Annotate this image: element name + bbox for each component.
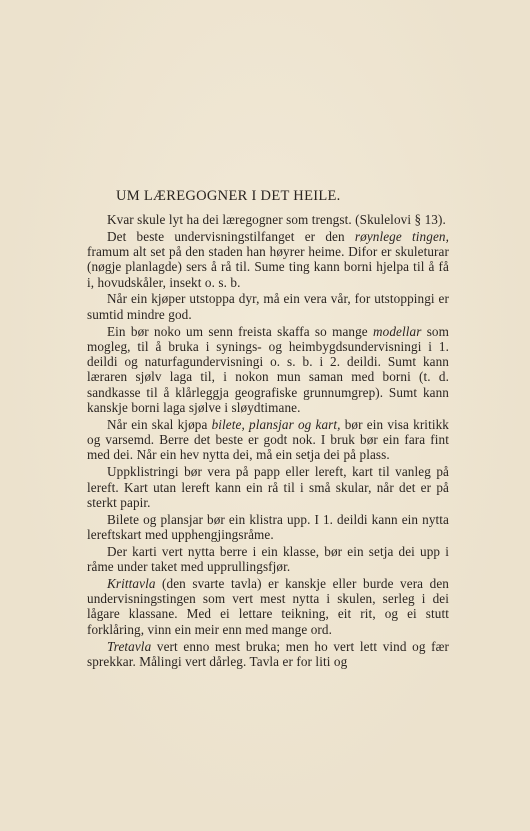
- paragraph: [87, 544, 449, 575]
- paragraph: [87, 291, 449, 322]
- italic-term: bilete, plansjar og kart,: [211, 416, 341, 432]
- paragraph: [87, 229, 449, 290]
- italic-term: røynlege tingen,: [354, 228, 449, 244]
- text-run: Bilete og plansjar bør ein klistra upp. I 1. deildi kann ein nytta lereftskart med upphengjingsråme.: [87, 511, 449, 542]
- italic-term: modellar: [373, 323, 422, 339]
- paragraph: [87, 576, 449, 637]
- paragraph: [87, 212, 449, 227]
- text-run: Når ein skal kjøpa: [107, 416, 212, 432]
- paragraph: [87, 417, 449, 463]
- paragraph: [87, 639, 449, 670]
- paragraph: [87, 464, 449, 510]
- italic-term: Tretavla: [107, 638, 152, 654]
- text-run: bør ein visa kritikk og varsemd. Berre det beste er godt nok. I bruk bør ein fara fint med dei. Når ein hev nytta dei, må ein setja dei på plass.: [87, 416, 449, 463]
- text-run: Der karti vert nytta berre i ein klasse, bør ein setja dei upp i råme under taket med upprullingsfjør.: [87, 543, 449, 575]
- text-run: (den svarte tavla) er kanskje eller burde vera den undervisningstingen som vert mest nytta i skulen, serleg i dei lågare klassane. Med ei lettare teikning, eit rit, og ei stutt forklåring, vinn ein meir enn med mange ord.: [87, 575, 449, 637]
- paragraph: [87, 324, 449, 416]
- text-run: vert enno mest bruka; men ho vert lett vind og fær sprekkar. Målingi vert dårleg. Tavla er for liti og: [87, 638, 449, 669]
- section-heading: UM LÆREGOGNER I DET HEILE.: [116, 188, 341, 204]
- italic-term: Krittavla: [107, 575, 156, 591]
- text-run: framum alt set på den staden han høyrer heime. Difor er skuleturar (nøgje planlagde) sers å rå til. Sume ting kann borni hjelpa til å få i, hovudskåler, insekt o. s. b.: [87, 244, 449, 290]
- paragraph: [87, 512, 449, 543]
- text-run: Kvar skule lyt ha dei læregogner som trengst. (Skulelovi § 13).: [107, 212, 446, 227]
- text-run: Når ein kjøper utstoppa dyr, må ein vera vår, for utstoppingi er sumtid mindre god.: [87, 291, 449, 322]
- body-text: [87, 212, 449, 671]
- text-run: Ein bør noko um senn freista skaffa so mange: [107, 323, 374, 339]
- text-run: som mogleg, til å bruka i synings- og heimbygdsundervisningi i 1. deildi og naturfagundervisningi o. s. b. i 2. deildi. Sumt kann læraren sjølv laga til, i nokon mun saman med borni (t. d. sandkasse til å klårleggja geografiske grunnumgrep). Sumt kann kanskje borni laga sjølve i sløydtimane.: [87, 323, 449, 416]
- text-run: Det beste undervisningstilfanget er den: [107, 228, 355, 244]
- text-run: Uppklistringi bør vera på papp eller lereft, kart til vanleg på lereft. Kart utan lereft kann ein rå til i små skular, når det er på sterkt papir.: [87, 464, 449, 510]
